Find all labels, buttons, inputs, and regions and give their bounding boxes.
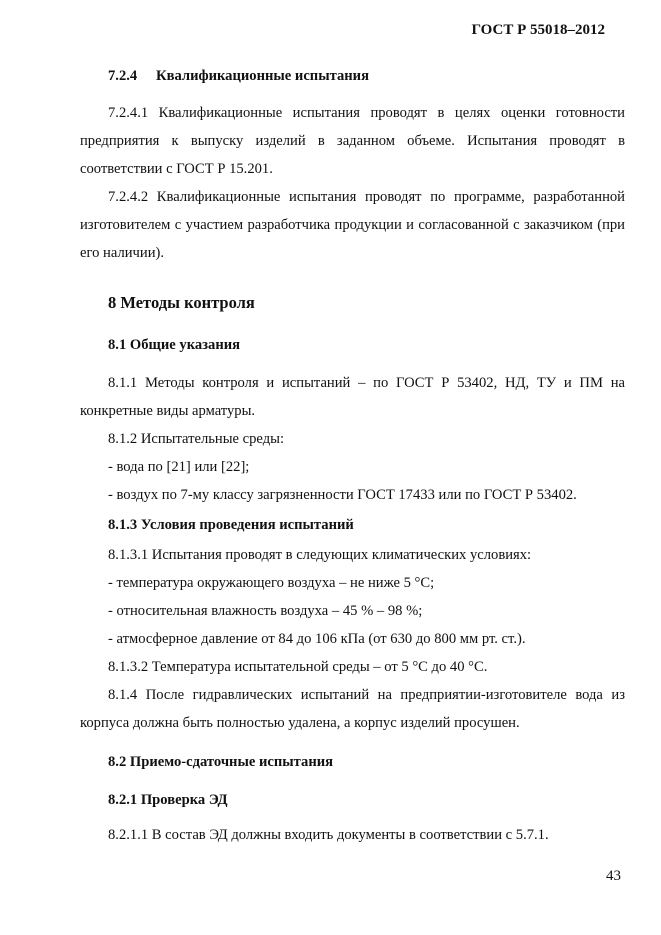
- page-number: 43: [606, 868, 621, 884]
- heading-section-8: 8 Методы контроля: [108, 293, 255, 312]
- list-item: - температура окружающего воздуха – не ниже 5 °С;: [108, 575, 435, 591]
- heading-8-1-3: 8.1.3 Условия проведения испытаний: [108, 517, 354, 533]
- heading-7-2-4: [80, 62, 625, 90]
- list-item: - вода по [21] или [22];: [108, 459, 250, 475]
- list-item: - атмосферное давление от 84 до 106 кПа (от 630 до 800 мм рт. ст.).: [108, 631, 526, 647]
- paragraph-8-2-1-1: 8.2.1.1 В состав ЭД должны входить документы в соответствии с 5.7.1.: [108, 827, 549, 843]
- paragraph-8-1-4: 8.1.4 После гидравлических испытаний на предприятии-изготовителе вода из корпуса должна быть полностью удалена, а корпус изделий просушен.: [80, 687, 625, 731]
- heading-8-2-1: 8.2.1 Проверка ЭД: [108, 792, 228, 808]
- paragraph-8-1-3-2: 8.1.3.2 Температура испытательной среды – от 5 °С до 40 °С.: [108, 659, 488, 675]
- list-item: - воздух по 7-му классу загрязненности ГОСТ 17433 или по ГОСТ Р 53402.: [108, 487, 577, 503]
- heading-title: Квалификационные испытания: [156, 68, 369, 84]
- paragraph-7-2-4-1: 7.2.4.1 Квалификационные испытания проводят в целях оценки готовности предприятия к выпуску изделий в заданном объеме. Испытания проводят в соответствии с ГОСТ Р 15.201.: [80, 105, 625, 177]
- heading-number: 7.2.4: [108, 68, 138, 84]
- paragraph-8-1-2: 8.1.2 Испытательные среды:: [108, 431, 285, 447]
- list-item: - относительная влажность воздуха – 45 % – 98 %;: [108, 603, 423, 619]
- heading-8-2: 8.2 Приемо-сдаточные испытания: [108, 754, 334, 770]
- page-body: [80, 62, 625, 849]
- heading-8-1: 8.1 Общие указания: [108, 337, 241, 353]
- paragraph-7-2-4-2: 7.2.4.2 Квалификационные испытания проводят по программе, разработанной изготовителем с участием разработчика продукции и согласованной с заказчиком (при его наличии).: [80, 189, 625, 261]
- page-header: ГОСТ Р 55018–2012: [471, 22, 605, 38]
- paragraph-8-1-3-1: 8.1.3.1 Испытания проводят в следующих климатических условиях:: [108, 547, 532, 563]
- paragraph-8-1-1: 8.1.1 Методы контроля и испытаний – по ГОСТ Р 53402, НД, ТУ и ПМ на конкретные виды арматуры.: [80, 375, 625, 419]
